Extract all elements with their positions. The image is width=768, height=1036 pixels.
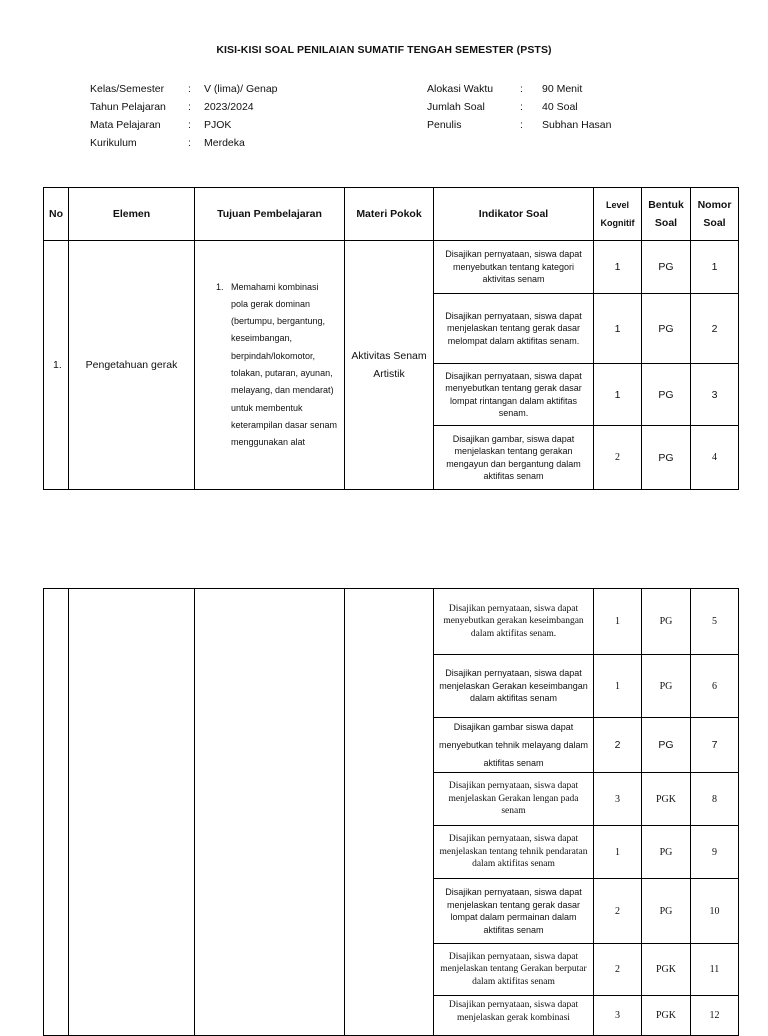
nomor-cell: 11 (691, 944, 739, 996)
meta-left (90, 80, 278, 152)
indikator-cell: Disajikan pernyataan, siswa dapat menyebutkan tentang gerak dasar lompat rintangan dalam aktifitas senam. (434, 364, 594, 426)
bentuk-cell: PG (642, 879, 691, 944)
elemen-cell: Pengetahuan gerak (69, 241, 195, 490)
level-cell: 1 (594, 655, 642, 718)
meta-right (427, 80, 611, 134)
level-cell: 2 (594, 879, 642, 944)
meta-value: Merdeka (204, 137, 245, 149)
indikator-cell: Disajikan gambar siswa dapat menyebutkan tehnik melayang dalam aktifitas senam (434, 718, 594, 773)
bentuk-cell: PG (642, 364, 691, 426)
level-cell: 2 (594, 944, 642, 996)
nomor-cell: 7 (691, 718, 739, 773)
level-cell: 2 (594, 426, 642, 490)
materi-cell (345, 241, 434, 490)
meta-value: 90 Menit (542, 83, 583, 95)
bentuk-cell: PG (642, 655, 691, 718)
nomor-cell: 3 (691, 364, 739, 426)
row-number: 1. (44, 241, 69, 490)
level-cell: 3 (594, 773, 642, 826)
meta-label: Tahun Pelajaran (90, 101, 166, 113)
meta-row-penulis (427, 116, 611, 134)
meta-label: Kelas/Semester (90, 83, 165, 95)
meta-value: Subhan Hasan (542, 119, 612, 131)
level-cell: 1 (594, 241, 642, 294)
no-cell-empty (44, 589, 69, 1036)
header-nomor (691, 188, 739, 241)
meta-label: Mata Pelajaran (90, 119, 161, 131)
tujuan-cell-empty (195, 589, 345, 1036)
indikator-cell: Disajikan gambar, siswa dapat menjelaskan tentang gerakan mengayun dan bergantung dalam aktifitas senam (434, 426, 594, 490)
materi-line-1: Aktivitas Senam (351, 350, 427, 362)
indikator-cell: Disajikan pernyataan, siswa dapat menjelaskan tentang gerak dasar lompat dalam permainan dalam aktifitas senam (434, 879, 594, 944)
nomor-cell: 10 (691, 879, 739, 944)
meta-row-jumlah (427, 98, 611, 116)
indikator-cell: Disajikan pernyataan, siswa dapat menjelaskan Gerakan lengan pada senam (434, 773, 594, 826)
meta-value: V (lima)/ Genap (204, 83, 278, 95)
header-no: No (44, 188, 69, 241)
table-header-row (44, 188, 739, 241)
bentuk-cell: PGK (642, 996, 691, 1036)
header-nomor-line-1: Nomor (697, 199, 732, 211)
tujuan-number: 1. (216, 281, 224, 292)
meta-colon: : (520, 101, 523, 113)
meta-label: Penulis (427, 119, 462, 131)
meta-colon: : (188, 101, 191, 113)
indikator-cell: Disajikan pernyataan, siswa dapat menjelaskan tentang gerak dasar melompat dalam aktifitas senam. (434, 294, 594, 364)
bentuk-cell: PG (642, 718, 691, 773)
indikator-cell: Disajikan pernyataan, siswa dapat menjelaskan Gerakan keseimbangan dalam aktifitas senam (434, 655, 594, 718)
bentuk-cell: PG (642, 426, 691, 490)
bentuk-cell: PGK (642, 773, 691, 826)
meta-colon: : (188, 119, 191, 131)
bentuk-cell: PGK (642, 944, 691, 996)
materi-line-2: Artistik (373, 368, 405, 380)
meta-row-tahun (90, 98, 278, 116)
meta-label: Jumlah Soal (427, 101, 485, 113)
nomor-cell: 1 (691, 241, 739, 294)
meta-label: Alokasi Waktu (427, 83, 494, 95)
tujuan-cell (195, 241, 345, 490)
bentuk-cell: PG (642, 241, 691, 294)
nomor-cell: 6 (691, 655, 739, 718)
header-level-line-2: Kognitif (600, 218, 635, 228)
level-cell: 3 (594, 996, 642, 1036)
bentuk-cell: PG (642, 294, 691, 364)
meta-colon: : (188, 137, 191, 149)
header-nomor-line-2: Soal (703, 217, 726, 229)
indikator-cell: Disajikan pernyataan, siswa dapat menjelaskan gerak kombinasi (434, 996, 594, 1036)
bentuk-cell: PG (642, 826, 691, 879)
table-row (44, 589, 739, 655)
header-bentuk (642, 188, 691, 241)
meta-colon: : (520, 119, 523, 131)
level-cell: 1 (594, 589, 642, 655)
kisi-kisi-table-page-1 (43, 187, 739, 490)
tujuan-list-item (195, 279, 344, 452)
meta-value: PJOK (204, 119, 232, 131)
meta-value: 40 Soal (542, 101, 578, 113)
meta-value: 2023/2024 (204, 101, 254, 113)
elemen-cell-empty (69, 589, 195, 1036)
nomor-cell: 8 (691, 773, 739, 826)
level-cell: 1 (594, 826, 642, 879)
indikator-cell: Disajikan pernyataan, siswa dapat menjelaskan tentang tehnik pendaratan dalam aktifitas senam (434, 826, 594, 879)
nomor-cell: 4 (691, 426, 739, 490)
header-level (594, 188, 642, 241)
indikator-cell: Disajikan pernyataan, siswa dapat menyebutkan gerakan keseimbangan dalam aktifitas senam. (434, 589, 594, 655)
table-row (44, 241, 739, 294)
meta-label: Kurikulum (90, 137, 137, 149)
header-level-line-1: Level (605, 200, 629, 210)
materi-cell-empty (345, 589, 434, 1036)
header-materi: Materi Pokok (345, 188, 434, 241)
indikator-cell: Disajikan pernyataan, siswa dapat menyebutkan tentang kategori aktivitas senam (434, 241, 594, 294)
meta-row-kelas (90, 80, 278, 98)
meta-colon: : (188, 83, 191, 95)
level-cell: 1 (594, 294, 642, 364)
header-tujuan: Tujuan Pembelajaran (195, 188, 345, 241)
indikator-cell: Disajikan pernyataan, siswa dapat menjelaskan tentang Gerakan berputar dalam aktifitas senam (434, 944, 594, 996)
meta-row-alokasi (427, 80, 611, 98)
header-indikator: Indikator Soal (434, 188, 594, 241)
header-elemen: Elemen (69, 188, 195, 241)
header-bentuk-line-1: Bentuk (648, 199, 684, 211)
level-cell: 2 (594, 718, 642, 773)
nomor-cell: 5 (691, 589, 739, 655)
meta-row-kurikulum (90, 134, 278, 152)
nomor-cell: 2 (691, 294, 739, 364)
header-bentuk-line-2: Soal (654, 217, 678, 229)
kisi-kisi-table-page-2 (43, 588, 739, 1036)
bentuk-cell: PG (642, 589, 691, 655)
nomor-cell: 9 (691, 826, 739, 879)
nomor-cell: 12 (691, 996, 739, 1036)
meta-colon: : (520, 83, 523, 95)
tujuan-text: Memahami kombinasi pola gerak dominan (bertumpu, bergantung, keseimbangan, berpindah/lokomotor, tolakan, putaran, ayunan, melayang, dan mendarat) untuk membentuk keterampilan dasar senam menggunakan alat (231, 281, 338, 448)
meta-row-mapel (90, 116, 278, 134)
document-title: KISI-KISI SOAL PENILAIAN SUMATIF TENGAH SEMESTER (PSTS) (216, 44, 552, 56)
level-cell: 1 (594, 364, 642, 426)
